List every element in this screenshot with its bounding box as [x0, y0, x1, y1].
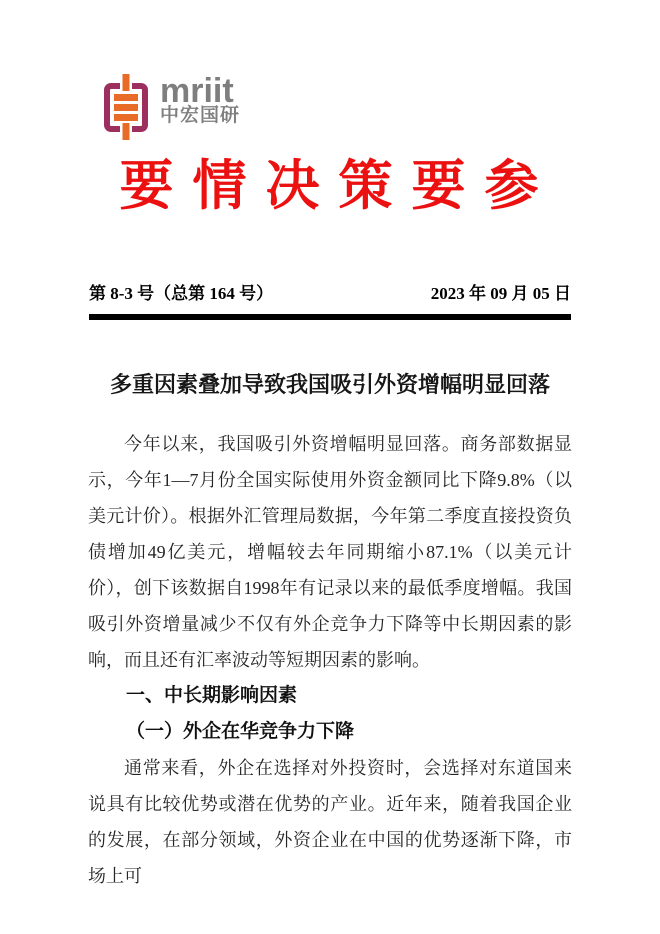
masthead-divider [89, 314, 571, 320]
subsection-heading-1-1: （一）外企在华竞争力下降 [126, 721, 355, 742]
logo-text [160, 72, 241, 126]
issue-number: 第 8-3 号（总第 164 号） [89, 284, 274, 303]
paragraph-intro: 今年以来，我国吸引外资增幅明显回落。商务部数据显示，今年1—7月份全国实际使用外资金额同比下降9.8%（以美元计价）。根据外汇管理局数据，今年第二季度直接投资负债增加49亿美元，增幅较去年同期缩小87.1%（以美元计价），创下该数据自1998年有记录以来的最低季度增幅。我国吸引外资增量减少不仅有外企竞争力下降等中长期因素的影响，而且还有汇率波动等短期因素的影响。 [88, 434, 572, 670]
section-heading-1: 一、中长期影响因素 [126, 685, 298, 706]
article-title: 多重因素叠加导致我国吸引外资增幅明显回落 [109, 372, 550, 397]
article-body [88, 426, 572, 894]
mriit-logo [103, 74, 240, 140]
issue-info-row [89, 279, 571, 304]
logo-brand-latin: mriit [160, 72, 234, 110]
mriit-logo-icon [103, 74, 149, 140]
masthead-title: 要 情 决 策 要 参 [119, 156, 541, 216]
paragraph-competitiveness: 通常来看，外企在选择对外投资时，会选择对东道国来说具有比较优势或潜在优势的产业。近年来，随着我国企业的发展，在部分领域，外资企业在中国的优势逐渐下降，市场上可 [88, 758, 572, 886]
logo-brand-chinese: 中宏国研 [160, 105, 241, 126]
issue-date: 2023 年 09 月 05 日 [430, 284, 571, 303]
